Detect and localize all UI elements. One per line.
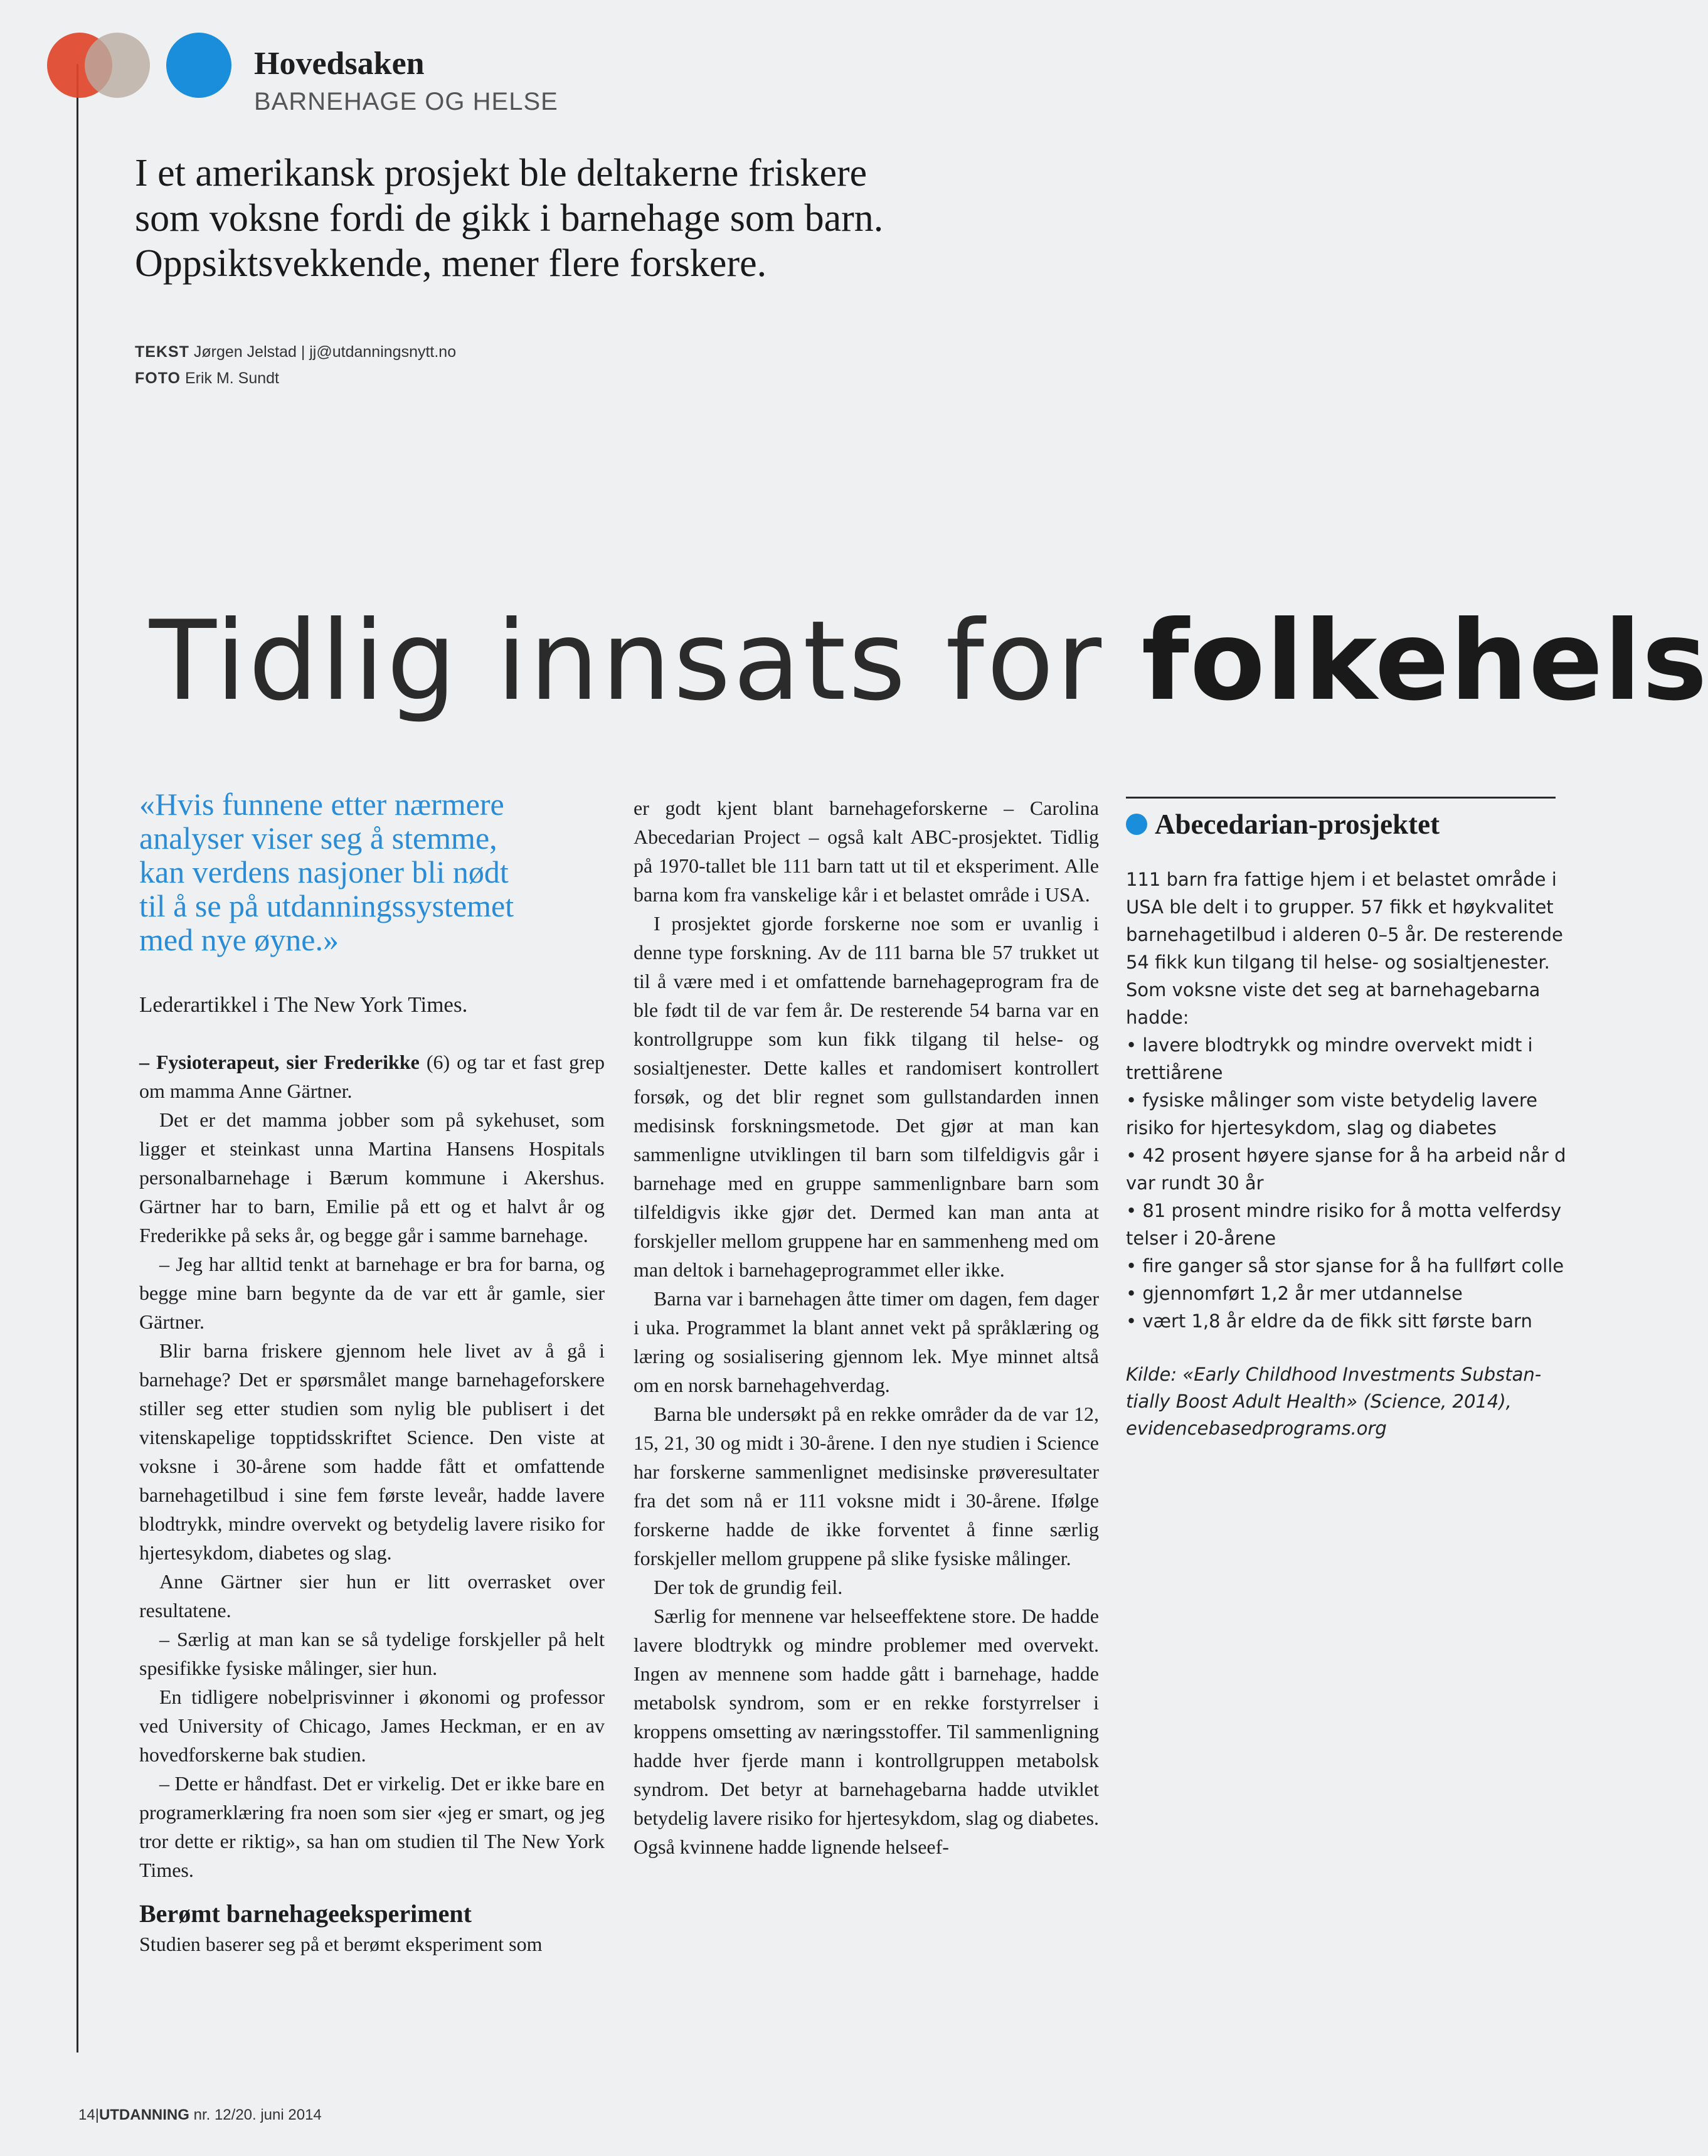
credit-text-label: TEKST [135,343,189,361]
factbox-line: hadde: [1126,1007,1189,1028]
factbox-title [1126,808,1440,841]
factbox-line: USA ble delt i to grupper. 57 fikk et høykvalitet [1126,896,1554,918]
byline [135,339,456,391]
pull-quote-line: «Hvis funnene etter nærmere [139,787,504,822]
issue-info: nr. 12/20. juni 2014 [189,2106,322,2123]
factbox-line: • vært 1,8 år eldre da de fikk sitt første barn [1126,1310,1532,1332]
paragraph-lead-bold: – Fysioterapeut, sier Frederikke [139,1051,420,1073]
page-number: 14 [78,2106,95,2123]
factbox-line: • 81 prosent mindre risiko for å motta velferdsy [1126,1200,1562,1221]
paragraph: – Dette er håndfast. Det er virkelig. Det er ikke bare en programerklæring fra noen som sier «jeg er smart, og jeg tror dette er riktig», sa han om studien til The New York Times. [139,1772,605,1881]
paragraph: Blir barna friskere gjennom hele livet av å gå i barnehage? Det er spørsmålet mange barnehageforskere stiller seg etter studien som nylig ble publisert i det vitenskapelige topptidsskriftet Science. Den viste at voksne i 30-årene som hadde fått et omfattende barnehagetilbud i sine fem første leveår, hadde lavere blodtrykk, mindre overvekt og betydelig lavere risiko for hjertesykdom, diabetes og slag. [139,1339,605,1564]
factbox-body [1126,866,1566,1335]
section-subtitle: BARNEHAGE OG HELSE [254,88,558,115]
factbox-line: • gjennomført 1,2 år mer utdannelse [1126,1283,1463,1304]
margin-rule [77,64,78,2052]
factbox-line: Som voksne viste det seg at barnehagebarna [1126,979,1541,1001]
headline-thin: Tidlig innsats for [149,598,1142,725]
credit-text-value: Jørgen Jelstad | jj@utdanningsnytt.no [193,343,457,361]
factbox-line: • fire ganger så stor sjanse for å ha fullført colle [1126,1255,1564,1277]
paragraph: En tidligere nobelprisvinner i økonomi og professor ved University of Chicago, James Heckman, er en av hovedforskerne bak studien. [139,1686,605,1766]
pull-quote-line: til å se på utdanningssystemet [139,888,514,923]
pull-quote-source: Lederartikkel i The New York Times. [139,992,468,1017]
headline-bold: folkehels [1141,598,1708,725]
article-column-2 [634,794,1099,1861]
factbox-line: • lavere blodtrykk og mindre overvekt midt i [1126,1034,1533,1056]
gray-circle-icon [85,33,150,98]
blue-bullet-icon [1126,814,1147,835]
factbox-line: 54 fikk kun tilgang til helse- og sosialtjenester. [1126,952,1550,973]
magazine-name: UTDANNING [98,2106,189,2123]
subheading: Berømt barnehageeksperiment [139,1899,472,1928]
factbox-source-line: Kilde: «Early Childhood Investments Substan- [1126,1364,1542,1385]
factbox-line: risiko for hjertesykdom, slag og diabetes [1126,1117,1497,1139]
headline [149,599,1708,725]
credit-photo-label: FOTO [135,369,181,387]
credit-photo-value: Erik M. Sundt [184,369,279,387]
footer-separator: | [95,2106,99,2123]
pull-quote-line: kan verdens nasjoner bli nødt [139,854,509,889]
pull-quote-line: analyser viser seg å stemme, [139,820,497,856]
paragraph: Studien baserer seg på et berømt eksperiment som [139,1933,543,1955]
factbox-line: var rundt 30 år [1126,1172,1264,1194]
paragraph: Der tok de grundig feil. [654,1576,843,1598]
factbox-source-line: evidencebasedprograms.org [1126,1418,1387,1439]
paragraph: er godt kjent blant barnehageforskerne – Carolina Abecedarian Project – også kalt ABC-prosjektet. Tidlig på 1970-tallet ble 111 barn tatt ut til et eksperiment. Alle barna kom fra vanskelige kår i et belastet område i USA. [634,797,1099,906]
factbox-line: barnehagetilbud i alderen 0–5 år. De resterende [1126,924,1563,945]
factbox-line: trettiårene [1126,1062,1223,1083]
paragraph: Det er det mamma jobber som på sykehuset, som ligger et steinkast unna Martina Hansens Hospitals personalbarnehage i Bærum kommune i Akershus. Gärtner har to barn, Emilie på ett og et halvt år og Frederikke på seks år, og begge går i samme barnehage. [139,1108,605,1246]
factbox-line: 111 barn fra fattige hjem i et belastet område i [1126,869,1557,890]
factbox-title-text: Abecedarian-prosjektet [1155,809,1440,840]
blue-circle-icon [166,33,231,98]
paragraph: – Jeg har alltid tenkt at barnehage er bra for barna, og begge mine barn begynte da de var ett år gamle, sier Gärtner. [139,1253,605,1333]
pull-quote [139,787,603,957]
pull-quote-line: med nye øyne.» [139,922,339,957]
lead-paragraph [135,151,1164,286]
paragraph [139,1048,605,1105]
paragraph: – Særlig at man kan se så tydelige forskjeller på helt spesifikke fysiske målinger, sier hun. [139,1628,605,1679]
section-title: Hovedsaken [254,46,425,82]
paragraph: Barna var i barnehagen åtte timer om dagen, fem dager i uka. Programmet la blant annet vekt på språklæring og læring og sosialisering gjennom lek. Mye minnet altså om en norsk barnehagehverdag. [634,1287,1099,1396]
paragraph: Barna ble undersøkt på en rekke områder da de var 12, 15, 21, 30 og midt i 30-årene. I den nye studien i Science har forskerne sammenlignet medisinske prøveresultater fra det som nå er 111 voksne midt i 30-årene. Ifølge forskerne hadde de ikke forventet å finne særlig forskjeller mellom gruppene på slike fysiske målinger. [634,1403,1099,1569]
factbox-source [1126,1361,1559,1442]
page-footer [78,2106,322,2124]
lead-line: som voksne fordi de gikk i barnehage som barn. [135,197,884,240]
lead-line: Oppsiktsvekkende, mener flere forskere. [135,242,767,285]
paragraph: Anne Gärtner sier hun er litt overrasket over resultatene. [139,1570,605,1622]
paragraph: I prosjektet gjorde forskerne noe som er uvanlig i denne type forskning. Av de 111 barna ble 57 trukket ut til å være med i et omfattende barnehageprogram fra de ble født til de var fem år. De resterende 54 barna var en kontrollgruppe som kun fikk tilgang til helse- og sosialtjenester. Dette kalles et randomisert kontrollert forsøk, og det blir regnet som gullstandarden innen medisinsk forskningsmetode. Det gjør at man kan sammenligne utviklingen til barn som tilfeldigvis går i barnehage med en gruppe sammenlignbare barn som tilfeldigvis ikke gjør det. Dermed kan man anta at forskjeller mellom gruppene har en sammenheng med om man deltok i barnehageprogrammet eller ikke. [634,912,1099,1281]
paragraph: Særlig for mennene var helseeffektene store. De hadde lavere blodtrykk og mindre problemer med overvekt. Ingen av mennene som hadde gått i barnehage, hadde metabolsk syndrom, som er en rekke forstyrrelser i kroppens omsetting av næringsstoffer. Til sammenligning hadde hver fjerde mann i kontrollgruppen metabolsk syndrom. Det betyr at barnehagebarna hadde utviklet betydelig lavere risiko for hjertesykdom, slag og diabetes. Også kvinnene hadde lignende helseef- [634,1605,1100,1858]
factbox-source-line: tially Boost Adult Health» (Science, 2014), [1126,1391,1512,1412]
factbox-line: telser i 20-årene [1126,1228,1276,1249]
factbox-line: • 42 prosent høyere sjanse for å ha arbeid når d [1126,1145,1566,1166]
paragraph-text: (6) og tar et fast grep om mamma Anne Gärtner. [139,1051,605,1102]
factbox-line: • fysiske målinger som viste betydelig lavere [1126,1090,1537,1111]
factbox-rule [1126,797,1556,799]
article-column-1 [139,1048,605,1958]
lead-line: I et amerikansk prosjekt ble deltakerne friskere [135,152,867,194]
